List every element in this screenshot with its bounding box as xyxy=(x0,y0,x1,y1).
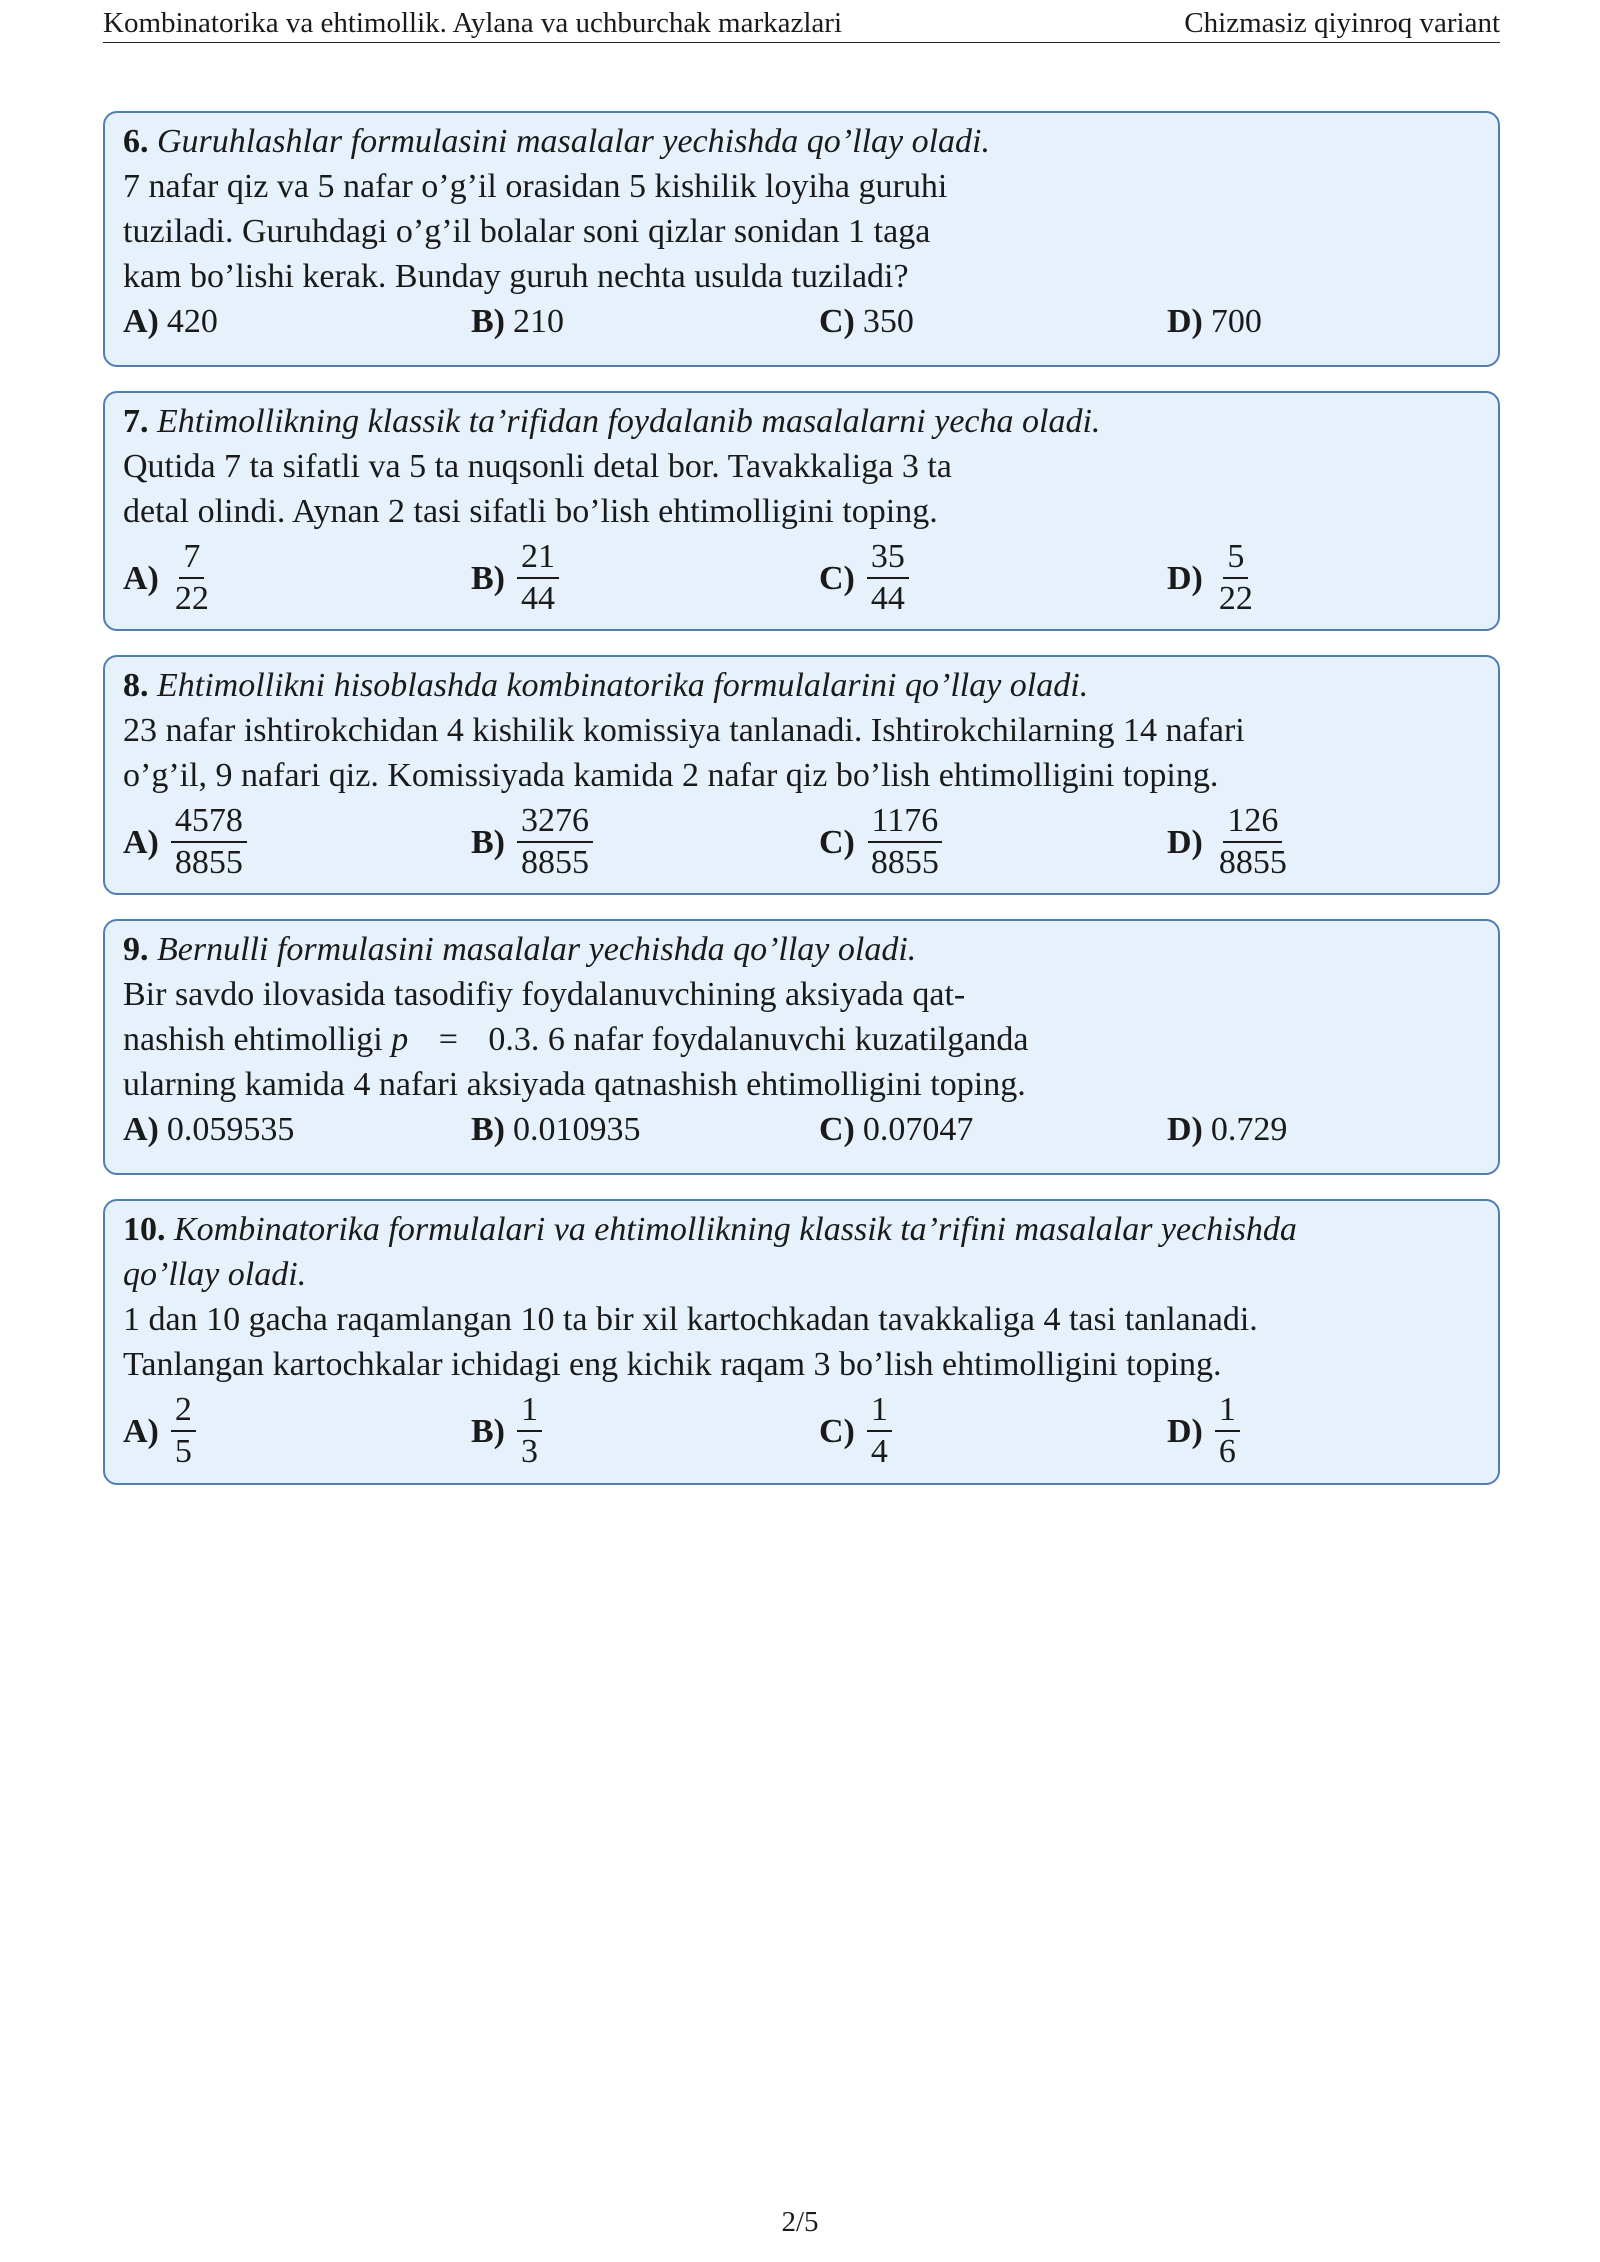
question-text-line xyxy=(123,1017,1480,1062)
numerator: 35 xyxy=(867,537,909,579)
denominator: 6 xyxy=(1218,1433,1236,1470)
question-text-line: tuziladi. Guruhdagi o’g’il bolalar soni qizlar sonidan 1 taga xyxy=(123,213,931,250)
question-text-line: Bir savdo ilovasida tasodifiy foydalanuvchining aksiyada qat- xyxy=(123,976,966,1013)
option-c[interactable] xyxy=(819,798,943,886)
denominator: 8855 xyxy=(1218,844,1287,881)
numerator: 4578 xyxy=(171,801,247,843)
question-7-heading xyxy=(123,399,1480,444)
page-number: 2/5 xyxy=(781,2206,819,2238)
variable-p: p xyxy=(391,1021,409,1058)
option-c[interactable] xyxy=(819,1387,892,1475)
answer-options xyxy=(123,1387,1480,1475)
option-letter: D) xyxy=(1167,303,1203,340)
option-letter: A) xyxy=(123,823,159,861)
question-number: 10. xyxy=(123,1211,166,1248)
option-letter: C) xyxy=(819,559,855,597)
denominator: 5 xyxy=(174,1433,192,1470)
option-letter: B) xyxy=(471,559,505,597)
numerator: 7 xyxy=(179,537,204,579)
denominator: 8855 xyxy=(174,844,243,881)
option-letter: B) xyxy=(471,823,505,861)
option-b[interactable] xyxy=(471,1107,641,1152)
fraction xyxy=(867,537,909,619)
question-text-line: 1 dan 10 gacha raqamlangan 10 ta bir xil kartochkadan tavakkaliga 4 tasi tanlanadi. xyxy=(123,1301,1258,1338)
option-a[interactable] xyxy=(123,798,247,886)
option-letter: D) xyxy=(1167,1412,1203,1450)
fraction xyxy=(867,801,943,883)
question-text-line: o’g’il, 9 nafari qiz. Komissiyada kamida 2 nafar qiz bo’lish ehtimolligini toping. xyxy=(123,757,1219,794)
denominator: 8855 xyxy=(870,844,939,881)
question-number: 8. xyxy=(123,667,149,704)
question-7-box xyxy=(103,391,1500,631)
denominator: 3 xyxy=(521,1433,538,1470)
fraction xyxy=(1215,801,1291,883)
answer-options xyxy=(123,534,1480,622)
question-objective: Ehtimollikni hisoblashda kombinatorika formulalarini qo’llay oladi. xyxy=(157,667,1089,704)
answer-options xyxy=(123,1107,1480,1152)
option-letter: C) xyxy=(819,1111,855,1148)
option-letter: B) xyxy=(471,303,505,340)
question-objective: Kombinatorika formulalari va ehtimollikning klassik ta’rifini masalalar yechishda xyxy=(174,1211,1297,1248)
fraction xyxy=(517,537,559,619)
option-d[interactable] xyxy=(1167,798,1291,886)
option-letter: D) xyxy=(1167,823,1203,861)
option-c[interactable] xyxy=(819,1107,973,1152)
option-c[interactable] xyxy=(819,534,909,622)
text-segment: nashish ehtimolligi xyxy=(123,1021,383,1058)
option-letter: B) xyxy=(471,1412,505,1450)
answer-options xyxy=(123,798,1480,886)
numerator: 5 xyxy=(1223,537,1248,579)
page-header xyxy=(103,4,1500,43)
option-value: 420 xyxy=(166,303,218,340)
denominator: 22 xyxy=(1218,580,1253,617)
option-letter: C) xyxy=(819,1412,855,1450)
option-a[interactable] xyxy=(123,534,213,622)
numerator: 1176 xyxy=(868,801,943,843)
denominator: 44 xyxy=(521,580,555,617)
question-number: 9. xyxy=(123,931,149,968)
option-a[interactable] xyxy=(123,1107,294,1152)
question-text-line: 7 nafar qiz va 5 nafar o’g’il orasidan 5 kishilik loyiha guruhi xyxy=(123,168,948,205)
option-value: 700 xyxy=(1210,303,1262,340)
fraction xyxy=(517,1390,542,1472)
option-b[interactable] xyxy=(471,798,593,886)
option-letter: A) xyxy=(123,1111,159,1148)
fraction xyxy=(1215,1390,1240,1472)
numerator: 1 xyxy=(517,1390,542,1432)
numerator: 1 xyxy=(867,1390,892,1432)
question-text-line: 23 nafar ishtirokchidan 4 kishilik komissiya tanlanadi. Ishtirokchilarning 14 nafari xyxy=(123,712,1245,749)
option-letter: A) xyxy=(123,559,159,597)
numerator: 2 xyxy=(171,1390,196,1432)
header-variant: Chizmasiz qiyinroq variant xyxy=(1184,7,1500,39)
option-d[interactable] xyxy=(1167,299,1262,344)
fraction xyxy=(171,801,247,883)
denominator: 8855 xyxy=(521,844,589,881)
numerator: 3276 xyxy=(517,801,593,843)
option-value: 350 xyxy=(862,303,914,340)
question-9-heading xyxy=(123,927,1480,972)
option-letter: A) xyxy=(123,1412,159,1450)
numerator: 1 xyxy=(1215,1390,1240,1432)
question-text-line: kam bo’lishi kerak. Bunday guruh nechta usulda tuziladi? xyxy=(123,258,909,295)
question-number: 6. xyxy=(123,123,149,160)
option-c[interactable] xyxy=(819,299,914,344)
question-8-heading xyxy=(123,663,1480,708)
option-b[interactable] xyxy=(471,1387,542,1475)
question-text-line: Qutida 7 ta sifatli va 5 ta nuqsonli detal bor. Tavakkaliga 3 ta xyxy=(123,448,952,485)
denominator: 4 xyxy=(870,1433,888,1470)
option-value: 0.729 xyxy=(1210,1111,1288,1148)
option-value: 0.010935 xyxy=(513,1111,641,1148)
header-title: Kombinatorika va ehtimollik. Aylana va uchburchak markazlari xyxy=(103,7,843,39)
denominator: 22 xyxy=(174,580,209,617)
question-objective: Bernulli formulasini masalalar yechishda qo’llay oladi. xyxy=(157,931,917,968)
option-letter: A) xyxy=(123,303,159,340)
denominator: 44 xyxy=(870,580,905,617)
numerator: 21 xyxy=(517,537,559,579)
option-letter: C) xyxy=(819,823,855,861)
fraction xyxy=(171,537,213,619)
option-b[interactable] xyxy=(471,534,559,622)
question-10-heading xyxy=(123,1207,1480,1252)
question-objective: Ehtimollikning klassik ta’rifidan foydalanib masalalarni yecha oladi. xyxy=(157,403,1101,440)
numerator: 126 xyxy=(1223,801,1282,843)
option-letter: B) xyxy=(471,1111,505,1148)
option-a[interactable] xyxy=(123,1387,196,1475)
fraction xyxy=(517,801,593,883)
question-6-box xyxy=(103,111,1500,367)
question-objective: Guruhlashlar formulasini masalalar yechishda qo’llay oladi. xyxy=(157,123,990,160)
equals-sign: = xyxy=(438,1021,458,1058)
option-value: 210 xyxy=(513,303,564,340)
question-8-box xyxy=(103,655,1500,895)
fraction xyxy=(867,1390,892,1472)
question-10-box xyxy=(103,1199,1500,1485)
option-b[interactable] xyxy=(471,299,564,344)
question-text-line: detal olindi. Aynan 2 tasi sifatli bo’lish ehtimolligini toping. xyxy=(123,493,938,530)
option-d[interactable] xyxy=(1167,1387,1240,1475)
option-letter: D) xyxy=(1167,559,1203,597)
question-text-line: Tanlangan kartochkalar ichidagi eng kichik raqam 3 bo’lish ehtimolligini toping. xyxy=(123,1346,1222,1383)
question-6-heading xyxy=(123,119,1480,164)
option-d[interactable] xyxy=(1167,534,1257,622)
option-a[interactable] xyxy=(123,299,218,344)
option-d[interactable] xyxy=(1167,1107,1287,1152)
question-9-box xyxy=(103,919,1500,1175)
option-value: 0.07047 xyxy=(862,1111,974,1148)
text-segment: 0.3. 6 nafar foydalanuvchi kuzatilganda xyxy=(488,1021,1029,1058)
question-objective-continued: qo’llay oladi. xyxy=(123,1256,307,1293)
fraction xyxy=(171,1390,196,1472)
option-value: 0.059535 xyxy=(166,1111,295,1148)
question-text-line: ularning kamida 4 nafari aksiyada qatnashish ehtimolligini toping. xyxy=(123,1066,1026,1103)
option-letter: D) xyxy=(1167,1111,1203,1148)
option-letter: C) xyxy=(819,303,855,340)
question-number: 7. xyxy=(123,403,149,440)
fraction xyxy=(1215,537,1257,619)
answer-options xyxy=(123,299,1480,344)
